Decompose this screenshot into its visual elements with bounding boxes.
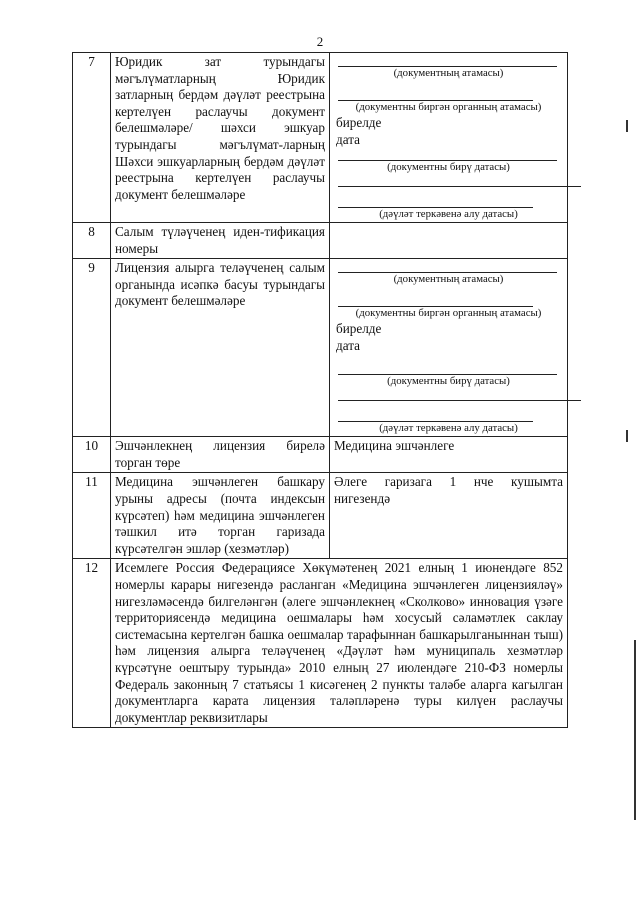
date-word: дата — [336, 132, 360, 147]
row-label: Салым түләүченең иден-тификация номеры — [111, 223, 330, 259]
scan-edge-mark — [626, 120, 628, 132]
row-number: 9 — [73, 259, 111, 437]
issuing-organ-caption: (документны биргән органның атамасы) — [355, 307, 542, 320]
address-value: Әлеге гаризага 1 нче кушымта нигезендә — [330, 473, 568, 559]
issue-date-line[interactable] — [338, 362, 557, 375]
row-label: Юридик зат турындагы мәгълүматларның Юридик затларның бердәм дәүләт реестрына кертелүен раслаучы документ белешмәләре/ шәхси эшкуар турындагы мәгълүмат-ларның Шәхси эшкуарларның бердәм дәүләт реестрына кертелүен раслаучы документ белешмәләре — [111, 53, 330, 223]
document-name-line[interactable] — [338, 260, 557, 273]
table-row — [73, 53, 568, 223]
issue-date-caption: (документны бирү датасы) — [387, 375, 510, 388]
scan-edge-mark — [626, 430, 628, 442]
table-row — [73, 259, 568, 437]
taxpayer-id-field[interactable] — [330, 223, 568, 259]
issuing-organ-line[interactable] — [338, 294, 533, 307]
document-name-line[interactable] — [338, 54, 557, 67]
table-row — [73, 559, 568, 728]
issued-word: бирелде — [336, 321, 382, 337]
table-row — [73, 223, 568, 259]
issuing-organ-line[interactable] — [338, 88, 533, 101]
scan-edge-mark — [634, 640, 636, 820]
table-row — [73, 437, 568, 473]
row-number: 12 — [73, 559, 111, 728]
page-number: 2 — [316, 34, 324, 49]
row-label: Эшчәнлекнең лицензия бирелә торган төре — [111, 437, 330, 473]
document-requisites-text: Исемлеге Россия Федерациясе Хөкүмәтенең 2021 елның 1 июнендәге 852 номерлы карары нигезендә расланган «Медицина эшчәнлеген лицензияләү» нигезләмәсендә билгеләнгән (әлеге эшчәнлекнең «Сколково» инновация үзәге территориясендә медицина оешмалары һәм хосусый сәламәтлек саклау системасына кертелгән башка оешмалар тарафыннан башкарылганыннан тыш) һәм лицензия алырга теләүченең «Дәүләт һәм муниципаль хезмәтләр күрсәтүне оештыру турында» 2010 елның 27 июлендәге 210-ФЗ номерлы Федераль законның 7 статьясы 1 кисәгенең 2 пункты таләбе аларга кагылган документларга карата лицензия таләпләренә туры килүен раслаучы документлар реквизитлары — [111, 559, 568, 728]
extra-line[interactable] — [338, 174, 581, 187]
row-number: 10 — [73, 437, 111, 473]
issued-word: бирелде — [336, 115, 382, 130]
row-value-fields — [330, 259, 568, 437]
issuing-organ-caption: (документны биргән органның атамасы) — [355, 101, 542, 113]
registration-date-line[interactable] — [338, 409, 533, 422]
table-row — [73, 473, 568, 559]
date-word: дата — [336, 338, 360, 354]
license-application-table — [72, 52, 568, 728]
document-name-caption: (документның атамасы) — [393, 67, 504, 79]
row-label: Медицина эшчәнлеген башкару урыны адресы (почта индексын күрсәтеп) һәм медицина эшчәнлеген тәшкил итә торган гаризада күрсәтелгән эшләр (хезмәтләр) — [111, 473, 330, 559]
extra-line[interactable] — [338, 388, 581, 401]
document-name-caption: (документның атамасы) — [393, 273, 504, 286]
row-number: 7 — [73, 53, 111, 223]
registration-date-caption: (дәүләт теркәвенә алу датасы) — [379, 422, 518, 435]
row-number: 11 — [73, 473, 111, 559]
activity-type-value: Медицина эшчәнлеге — [330, 437, 568, 473]
row-label: Лицензия алырга теләүченең салым органында исәпкә басуы турындагы документ белешмәләре — [111, 259, 330, 437]
registration-date-line[interactable] — [338, 195, 533, 208]
issue-date-line[interactable] — [338, 148, 557, 161]
issue-date-caption: (документны бирү датасы) — [387, 161, 510, 173]
row-number: 8 — [73, 223, 111, 259]
registration-date-caption: (дәүләт теркәвенә алу датасы) — [379, 208, 518, 220]
row-value-fields — [330, 53, 568, 223]
